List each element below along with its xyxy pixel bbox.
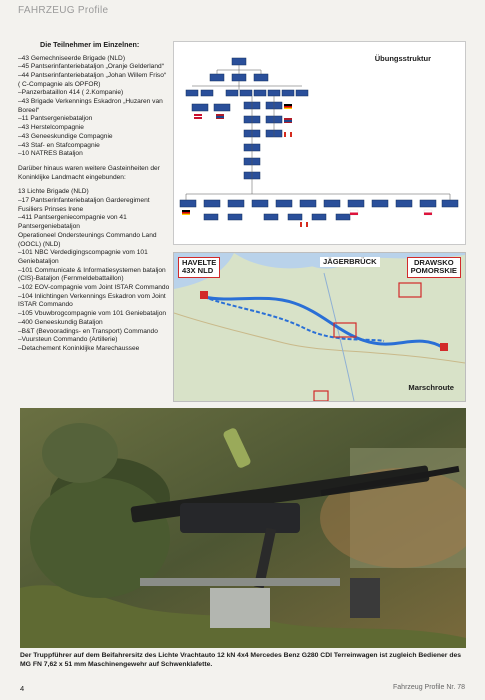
- list-item: Operationeel Ondersteunings Commando Land (OOCL) (NLD): [18, 231, 157, 248]
- org-chart-diagram: [174, 42, 465, 244]
- list-item: –43 Gemechniseerde Brigade (NLD): [18, 54, 126, 62]
- photo-caption: Der Truppführer auf dem Beifahrersitz des Lichte Vrachtauto 12 kN 4x4 Mercedes Benz G280 CDI Terreinwagen ist zugleich Bediener des MG FN 7,62 x 51 mm Maschinengewehr auf Schwenklafette.: [20, 652, 462, 668]
- list-item: –105 Vbuwbrogcompagnie vom 101 Geniebataljon: [18, 310, 167, 318]
- map-label-drawsko-line2: POMORSKIE: [410, 266, 457, 276]
- list-item: –101 NBC Verdedigingscompagnie vom 101 Geniebataljon: [18, 249, 148, 265]
- participant-list: [18, 55, 170, 159]
- list-item: –17 Pantserinfanteriebataljon Garderegiment Fusiliers Prinses Irene: [18, 197, 150, 213]
- list-item: –11 Pantsergeniebataljon: [18, 115, 93, 123]
- map-label-havelte-line1: HAVELTE: [182, 258, 217, 267]
- map-label-drawsko: [407, 257, 461, 278]
- map-label-jaegerbrueck: JÄGERBRÜCK: [320, 257, 380, 267]
- list-item: –B&T (Bevooradings- en Transport) Commando: [18, 327, 158, 335]
- participants-heading: Die Teilnehmer im Einzelnen:: [40, 40, 140, 49]
- list-item: –Vuursteun Commando (Artillerie): [18, 336, 118, 344]
- list-item: –43 Brigade Verkennings Eskadron „Huzaren van Boreel“: [18, 98, 163, 114]
- marker-pin: [440, 343, 448, 351]
- exercise-structure-chart: [173, 41, 466, 245]
- list-item: –44 Pantserinfanteriebataljon „Johan Willem Friso“ ( C-Compagnie als OPFOR): [18, 71, 167, 88]
- running-header: FAHRZEUG Profile: [18, 5, 109, 16]
- map-label-havelte: [178, 257, 220, 278]
- list-item: –Detachement Koninklijke Marechaussee: [18, 345, 140, 352]
- list-item: –Panzerbataillon 414 ( 2.Kompanie): [18, 89, 124, 97]
- soldier-with-machine-gun-photo: [20, 408, 466, 648]
- list-item: –43 Herstelcompagnie: [18, 124, 84, 132]
- map-route-label: Marschroute: [408, 382, 454, 392]
- org-chart-title: Übungsstruktur: [374, 54, 431, 63]
- page-number: 4: [20, 684, 25, 693]
- list-item: 13 Lichte Brigade (NLD): [18, 188, 89, 196]
- list-item: –45 Pantserinfanteriebataljon „Oranje Gelderland“: [18, 63, 164, 71]
- photo-illustration: [20, 408, 466, 648]
- march-route-map: [173, 252, 466, 402]
- list-item: –411 Pantsergeniecompagnie von 41 Pantsergeniebataljon: [18, 214, 127, 231]
- guest-units-intro: Darüber hinaus waren weitere Gasteinheiten der Koninklijke Landmacht eingebunden:: [18, 164, 160, 181]
- marker-pin: [200, 291, 208, 299]
- list-item: –43 Staf- en Stafcompagnie: [18, 141, 100, 149]
- participants-column: [18, 40, 170, 360]
- list-item: –400 Geneeskundig Bataljon: [18, 318, 103, 326]
- guest-unit-list: [18, 188, 170, 353]
- list-item: –10 NATRES Bataljon: [18, 150, 83, 158]
- map-label-drawsko-line1: DRAWSKO: [413, 258, 454, 267]
- list-item: –43 Geneeskundige Compagnie: [18, 132, 113, 140]
- flag-icons: [182, 104, 432, 227]
- map-label-havelte-line2: 43X NLD: [182, 266, 214, 276]
- page-footer: Fahrzeug Profile Nr. 78: [393, 684, 465, 691]
- list-item: –101 Communicate & Informatiesystemen bataljon (CIS)-Bataljon (Fernmeldebattaillon): [18, 266, 166, 283]
- list-item: –102 EOV-compagnie vom Joint ISTAR Commando: [18, 284, 170, 292]
- list-item: –104 Inlichtingen Verkennings Eskadron vom Joint ISTAR Commando: [18, 292, 166, 309]
